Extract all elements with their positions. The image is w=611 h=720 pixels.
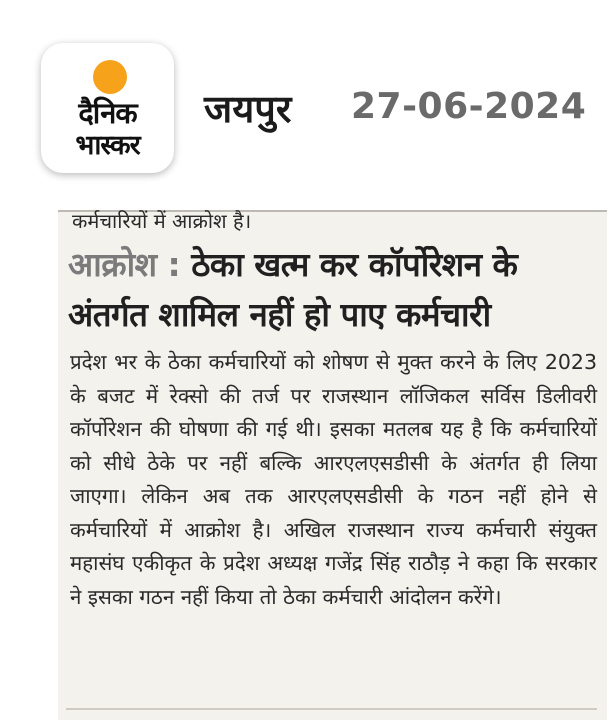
bottom-rule [66, 708, 597, 710]
cut-off-text: कर्मचारियों में आक्रोश है। [72, 210, 252, 233]
article-headline [68, 240, 602, 340]
dainik-bhaskar-logo[interactable] [41, 43, 174, 173]
headline-tag: आक्रोश : [68, 245, 181, 284]
header [0, 0, 611, 205]
sun-icon [93, 60, 127, 94]
headline-text: ठेका खत्म कर कॉर्पोरेशन के अंतर्गत शामिल नहीं हो पाए कर्मचारी [68, 245, 518, 334]
newspaper-clipping [58, 210, 607, 720]
logo-line-1: दैनिक [78, 96, 137, 130]
article-body: प्रदेश भर के ठेका कर्मचारियों को शोषण से मुक्त करने के लिए 2023 के बजट में रेक्सो की तर्ज पर राजस्थान लॉजिकल सर्विस डिलीवरी कॉर्पोरेशन की घोषणा की गई थी। इसका मतलब यह है कि कर्मचारियों को सीधे ठेके पर नहीं बल्कि आरएलएसडीसी के अंतर्गत ही लिया जाएगा। लेकिन अब तक आरएलएसडीसी के गठन नहीं होने से कर्मचारियों में आक्रोश है। अखिल राजस्थान राज्य कर्मचारी संयुक्त महासंघ एकीकृत के प्रदेश अध्यक्ष गजेंद्र सिंह राठौड़ ने कहा कि सरकार ने इसका गठन नहीं किया तो ठेका कर्मचारी आंदोलन करेंगे। [70, 350, 597, 609]
edition-date: 27-06-2024 [351, 86, 587, 127]
logo-line-2: भास्कर [75, 130, 140, 161]
edition-city: जयपुर [204, 87, 292, 131]
